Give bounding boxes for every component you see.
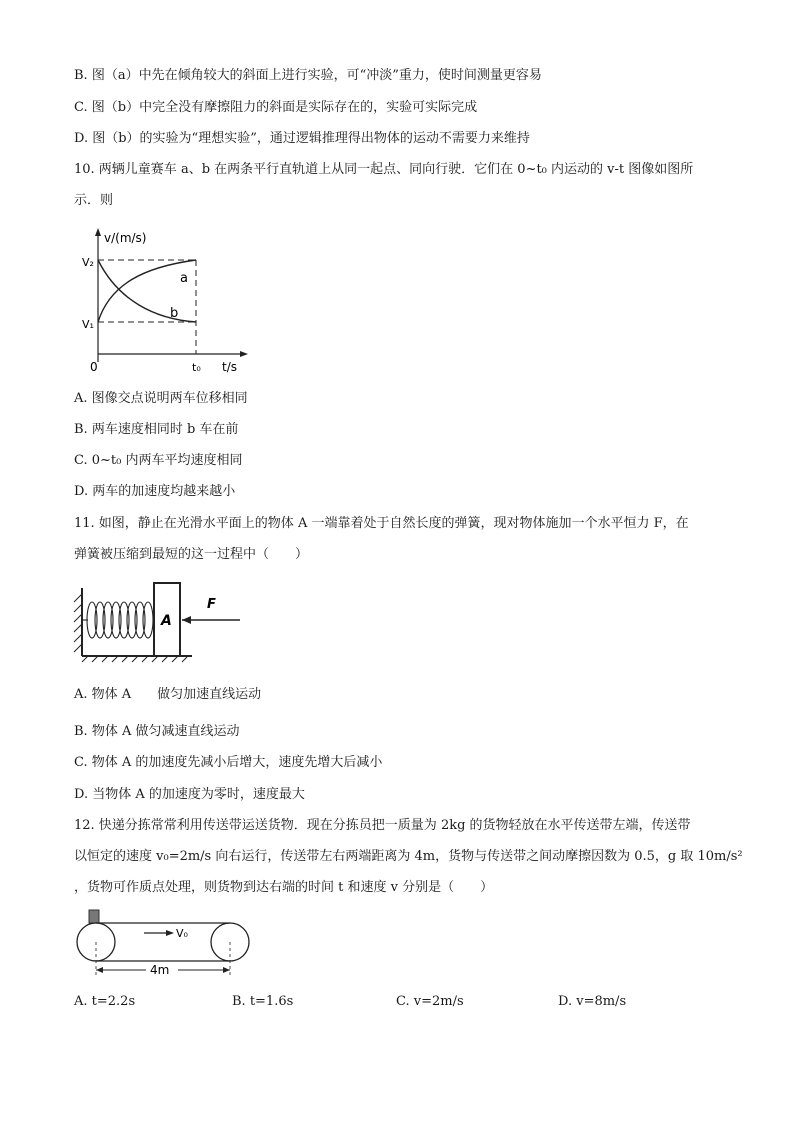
q12-option-c: C. v=2m/s xyxy=(396,994,464,1009)
q10-option-a: A. 图像交点说明两车位移相同 xyxy=(74,391,248,406)
q10-stem-line2: 示．则 xyxy=(74,193,114,208)
q12-option-d: D. v=8m/s xyxy=(558,994,627,1009)
q12-stem-line3: ，货物可作质点处理，则货物到达右端的时间 t 和速度 v 分别是（ ） xyxy=(74,880,494,895)
origin-label: 0 xyxy=(90,360,98,374)
q10-option-d: D. 两车的加速度均越来越小 xyxy=(74,484,236,499)
q12-stem-line2: 以恒定的速度 v₀=2m/s 向右运行，传送带左右两端距离为 4m，货物与传送带之间动摩擦因数为 0.5，g 取 10m/s² xyxy=(74,849,743,864)
q10-option-c: C. 0~t₀ 内两车平均速度相同 xyxy=(74,453,243,468)
spring xyxy=(82,602,153,638)
q12-stem-line1: 12. 快递分拣常常利用传送带运送货物．现在分拣员把一质量为 2kg 的货物轻放在水平传送带左端，传送带 xyxy=(74,818,691,833)
velocity-arrow-head xyxy=(166,930,174,936)
block-a-label: A xyxy=(161,613,172,629)
q11-stem-line2: 弹簧被压缩到最短的这一过程中（ ） xyxy=(74,547,309,562)
distance-arrow-left xyxy=(96,967,103,973)
q12-conveyor-figure xyxy=(72,906,262,982)
q12-option-b: B. t=1.6s xyxy=(232,994,294,1009)
y-axis-label: v/(m/s) xyxy=(104,231,147,245)
q11-spring-figure xyxy=(70,578,250,664)
force-label: F xyxy=(207,597,216,612)
q11-stem-line1: 11. 如图，静止在光滑水平面上的物体 A 一端靠着处于自然长度的弹簧，现对物体施加一个水平恒力 F，在 xyxy=(74,516,689,531)
curve-a xyxy=(98,260,196,322)
t0-label: t₀ xyxy=(192,361,201,374)
q9-option-c: C. 图（b）中完全没有摩擦阻力的斜面是实际存在的，实验可实际完成 xyxy=(74,100,478,115)
q9-option-b: B. 图（a）中先在倾角较大的斜面上进行实验，可“冲淡”重力，使时间测量更容易 xyxy=(74,68,542,83)
curve-b xyxy=(98,260,196,322)
v1-label: V₁ xyxy=(82,318,94,331)
curve-a-label: a xyxy=(180,271,188,286)
y-axis-arrow xyxy=(95,228,101,236)
q10-option-b: B. 两车速度相同时 b 车在前 xyxy=(74,422,239,437)
velocity-label: V₀ xyxy=(176,927,188,940)
distance-arrow-right xyxy=(223,967,230,973)
q11-option-a: A. 物体 A 做匀加速直线运动 xyxy=(74,687,262,702)
x-axis-label: t/s xyxy=(222,360,237,374)
q11-option-d: D. 当物体 A 的加速度为零时，速度最大 xyxy=(74,787,305,802)
q10-vt-graph xyxy=(74,222,254,382)
force-arrow-head xyxy=(182,616,191,624)
curve-b-label: b xyxy=(170,306,179,321)
q12-option-a: A. t=2.2s xyxy=(74,994,136,1009)
cargo-box xyxy=(89,910,99,923)
q10-stem-line1: 10. 两辆儿童赛车 a、b 在两条平行直轨道上从同一起点、同向行驶．它们在 0~t₀ 内运动的 v-t 图像如图所 xyxy=(74,162,694,177)
q9-option-d: D. 图（b）的实验为“理想实验”，通过逻辑推理得出物体的运动不需要力来维持 xyxy=(74,131,530,146)
v2-label: V₂ xyxy=(82,256,94,269)
q11-option-c: C. 物体 A 的加速度先减小后增大，速度先增大后减小 xyxy=(74,755,383,770)
distance-label: 4m xyxy=(150,963,170,977)
wall-hatching xyxy=(74,594,82,652)
x-axis-arrow xyxy=(240,351,248,357)
q11-option-b: B. 物体 A 做匀减速直线运动 xyxy=(74,724,240,739)
